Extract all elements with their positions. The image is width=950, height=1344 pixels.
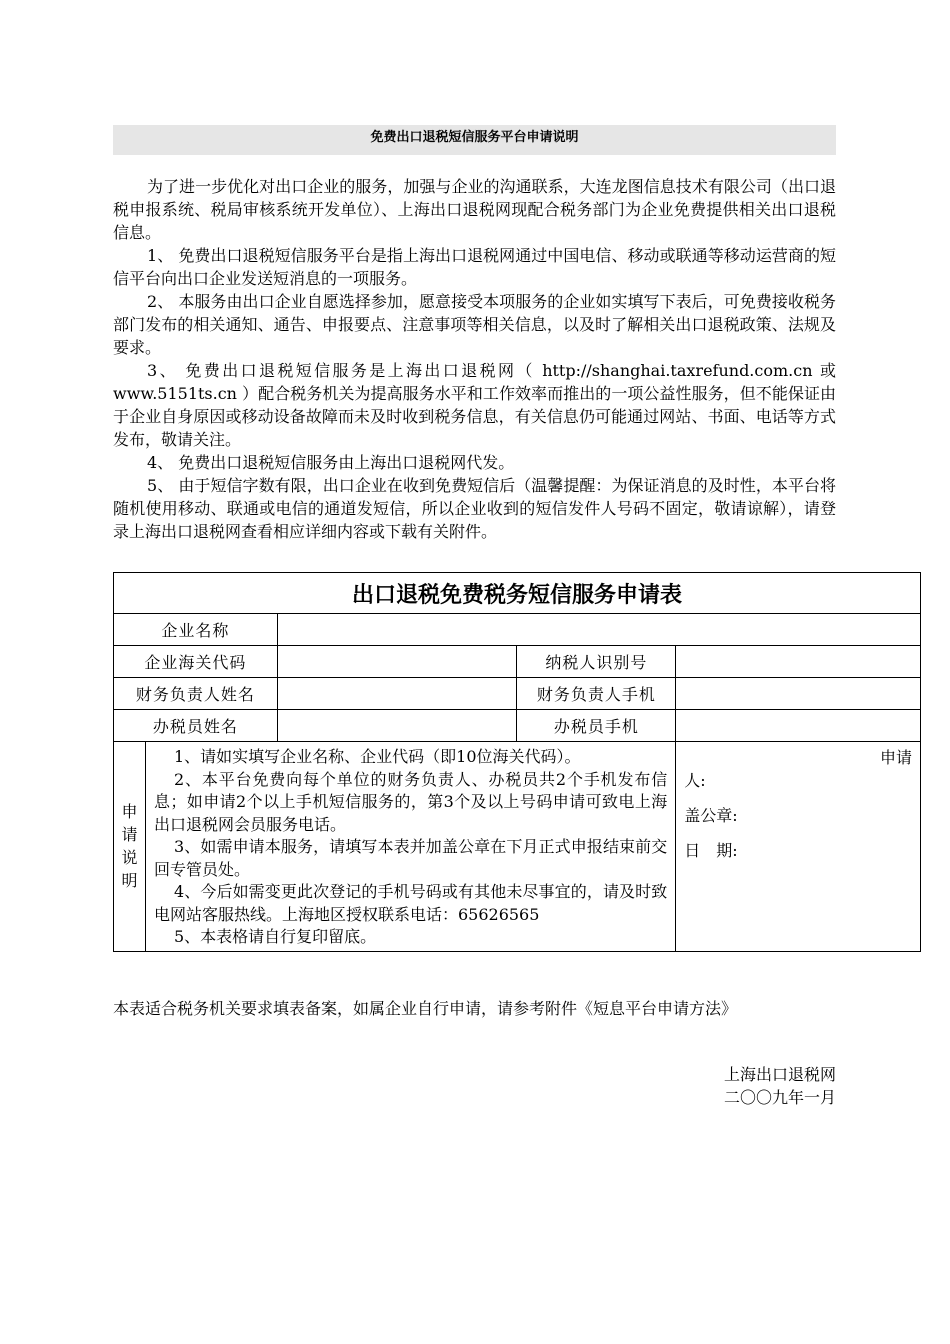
customs-code-label: 企业海关代码 [114,646,278,678]
side-char: 申 [121,802,138,822]
taxpayer-id-field[interactable] [676,646,921,678]
note-4: 4、今后如需变更此次登记的手机号码或有其他未尽事宜的，请及时致电网站客服热线。上海地区授权联系电话：65626565 [153,882,668,924]
taxpayer-id-label: 纳税人识别号 [517,646,676,678]
item-5: 5、 由于短信字数有限，出口企业在收到免费短信后（温馨提醒：为保证消息的及时性，本平台将随机使用移动、联通或电信的通道发短信，所以企业收到的短信发件人号码不固定，敬请谅解），请登录上海出口退税网查看相应详细内容或下载有关附件。 [113,476,836,541]
side-char: 明 [121,871,138,891]
finance-head-name-field[interactable] [277,678,517,710]
customs-code-field[interactable] [277,646,517,678]
item-3: 3、 免费出口退税短信服务是上海出口退税网（ http://shanghai.taxrefund.com.cn 或www.5151ts.cn ）配合税务机关为提高服务水平和工作效率而推出的一项公益性服务，但不能保证由于企业自身原因或移动设备故障而未及时收到税务信息，有关信息仍可能通过网站、书面、电话等方式发布，敬请关注。 [113,361,836,449]
note-3: 3、如需申请本服务，请填写本表并加盖公章在下月正式申报结束前交回专管员处。 [153,837,668,879]
company-name-field[interactable] [277,614,920,646]
side-char: 请 [121,825,138,845]
intro-paragraph: 为了进一步优化对出口企业的服务，加强与企业的沟通联系，大连龙图信息技术有限公司（出口退税申报系统、税局审核系统开发单位）、上海出口退税网现配合税务部门为企业免费提供相关出口退税信息。 [113,177,836,242]
tax-officer-name-label: 办税员姓名 [114,710,278,742]
tax-officer-mobile-label: 办税员手机 [517,710,676,742]
issue-date: 二〇〇九年一月 [723,1088,836,1107]
note-2: 2、本平台免费向每个单位的财务负责人、办税员共2个手机发布信息；如申请2个以上手机短信服务的，第3个及以上号码申请可致电上海出口退税网会员服务电话。 [153,769,668,834]
finance-head-mobile-field[interactable] [676,678,921,710]
tax-officer-name-field[interactable] [277,710,517,742]
note-5: 5、本表格请自行复印留底。 [173,927,377,946]
form-title: 出口退税免费税务短信服务申请表 [114,573,921,614]
note-1: 1、请如实填写企业名称、企业代码（即10位海关代码）。 [173,747,581,766]
application-form [113,572,921,952]
side-char: 说 [121,848,138,868]
company-name-label: 企业名称 [114,614,278,646]
issuer-org: 上海出口退税网 [723,1065,836,1084]
footer-note: 本表适合税务机关要求填表备案，如属企业自行申请，请参考附件《短息平台申请方法》 [113,999,738,1018]
date-label: 日 期: [684,841,738,860]
finance-head-name-label: 财务负责人姓名 [114,678,278,710]
seal-label: 盖公章: [684,806,738,825]
applicant-label: 申请 [879,748,912,767]
finance-head-mobile-label: 财务负责人手机 [517,678,676,710]
item-2: 2、 本服务由出口企业自愿选择参加，愿意接受本项服务的企业如实填写下表后，可免费接收税务部门发布的相关通知、通告、申报要点、注意事项等相关信息，以及时了解相关出口退税政策、法规及要求。 [113,292,836,357]
document-heading: 免费出口退税短信服务平台申请说明 [113,125,836,155]
item-1: 1、 免费出口退税短信服务平台是指上海出口退税网通过中国电信、移动或联通等移动运营商的短信平台向出口企业发送短消息的一项服务。 [113,246,836,288]
signature-area[interactable] [676,742,921,952]
application-notes [145,742,675,952]
item-4: 4、 免费出口退税短信服务由上海出口退税网代发。 [147,453,515,472]
notes-side-label [114,742,146,952]
intro-text [113,175,836,543]
tax-officer-mobile-field[interactable] [676,710,921,742]
applicant-label-cont: 人: [684,771,706,790]
